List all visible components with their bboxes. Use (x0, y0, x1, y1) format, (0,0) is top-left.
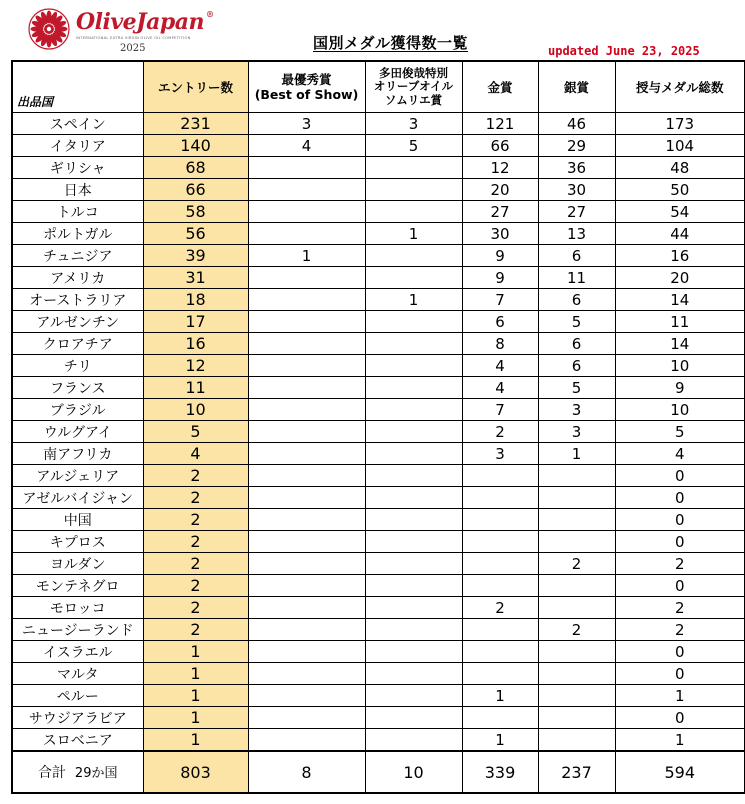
cell-entries: 39 (143, 245, 248, 267)
cell-gold: 27 (462, 201, 538, 223)
cell-silver: 2 (538, 553, 615, 575)
cell-total-medals: 48 (615, 157, 745, 179)
cell-best-of-show (248, 399, 365, 421)
cell-best-of-show (248, 597, 365, 619)
cell-tada-award (365, 685, 462, 707)
cell-country: 中国 (12, 509, 143, 531)
header-total-medals: 授与メダル総数 (615, 61, 745, 113)
cell-best-of-show: 1 (248, 245, 365, 267)
cell-entries: 2 (143, 619, 248, 641)
cell-country: スペイン (12, 113, 143, 135)
cell-tada-award (365, 355, 462, 377)
cell-entries: 1 (143, 707, 248, 729)
cell-entries: 231 (143, 113, 248, 135)
cell-total-medals: 10 (615, 355, 745, 377)
cell-entries: 2 (143, 465, 248, 487)
cell-entries: 2 (143, 509, 248, 531)
cell-total-medals: 14 (615, 289, 745, 311)
cell-silver: 6 (538, 355, 615, 377)
table-row (12, 729, 745, 752)
cell-entries: 68 (143, 157, 248, 179)
cell-country: 南アフリカ (12, 443, 143, 465)
cell-silver: 2 (538, 619, 615, 641)
table-row (12, 311, 745, 333)
cell-silver: 36 (538, 157, 615, 179)
totals-gold: 339 (462, 751, 538, 793)
cell-tada-award (365, 707, 462, 729)
header-silver: 銀賞 (538, 61, 615, 113)
cell-total-medals: 0 (615, 487, 745, 509)
cell-gold: 2 (462, 597, 538, 619)
table-row (12, 113, 745, 135)
cell-total-medals: 54 (615, 201, 745, 223)
cell-country: モロッコ (12, 597, 143, 619)
cell-country: チュニジア (12, 245, 143, 267)
table-row (12, 157, 745, 179)
cell-silver (538, 707, 615, 729)
cell-best-of-show (248, 531, 365, 553)
cell-gold: 9 (462, 267, 538, 289)
cell-country: クロアチア (12, 333, 143, 355)
cell-best-of-show: 4 (248, 135, 365, 157)
cell-entries: 2 (143, 531, 248, 553)
table-row (12, 443, 745, 465)
cell-entries: 5 (143, 421, 248, 443)
cell-total-medals: 1 (615, 729, 745, 752)
cell-country: キプロス (12, 531, 143, 553)
table-row (12, 685, 745, 707)
cell-country: ヨルダン (12, 553, 143, 575)
cell-tada-award (365, 597, 462, 619)
cell-country: ニュージーランド (12, 619, 143, 641)
cell-gold (462, 509, 538, 531)
olive-japan-logo (28, 8, 214, 54)
header-tada-award: 多田俊哉特別 オリーブオイル ソムリエ賞 (365, 61, 462, 113)
table-row (12, 597, 745, 619)
cell-silver: 46 (538, 113, 615, 135)
cell-total-medals: 16 (615, 245, 745, 267)
cell-total-medals: 14 (615, 333, 745, 355)
cell-entries: 2 (143, 487, 248, 509)
cell-tada-award (365, 509, 462, 531)
header-gold: 金賞 (462, 61, 538, 113)
cell-gold (462, 487, 538, 509)
cell-gold: 1 (462, 729, 538, 752)
cell-gold: 30 (462, 223, 538, 245)
cell-country: アゼルバイジャン (12, 487, 143, 509)
cell-entries: 140 (143, 135, 248, 157)
cell-gold (462, 663, 538, 685)
cell-best-of-show (248, 157, 365, 179)
cell-tada-award (365, 443, 462, 465)
cell-entries: 2 (143, 575, 248, 597)
medal-table (11, 60, 745, 794)
cell-country: 日本 (12, 179, 143, 201)
cell-gold: 8 (462, 333, 538, 355)
cell-gold (462, 531, 538, 553)
cell-total-medals: 0 (615, 575, 745, 597)
cell-total-medals: 20 (615, 267, 745, 289)
cell-best-of-show (248, 421, 365, 443)
cell-silver: 29 (538, 135, 615, 157)
cell-gold: 1 (462, 685, 538, 707)
cell-total-medals: 1 (615, 685, 745, 707)
cell-best-of-show (248, 355, 365, 377)
cell-silver (538, 663, 615, 685)
table-row (12, 553, 745, 575)
cell-tada-award (365, 641, 462, 663)
cell-entries: 2 (143, 597, 248, 619)
table-row (12, 245, 745, 267)
header-country: 出品国 (12, 61, 143, 113)
cell-tada-award (365, 663, 462, 685)
cell-silver (538, 575, 615, 597)
table-row (12, 399, 745, 421)
cell-silver (538, 487, 615, 509)
cell-silver: 6 (538, 289, 615, 311)
cell-country: マルタ (12, 663, 143, 685)
cell-total-medals: 0 (615, 707, 745, 729)
cell-entries: 1 (143, 685, 248, 707)
cell-total-medals: 11 (615, 311, 745, 333)
cell-entries: 1 (143, 729, 248, 752)
cell-gold (462, 465, 538, 487)
cell-best-of-show (248, 619, 365, 641)
cell-total-medals: 0 (615, 509, 745, 531)
table-row (12, 355, 745, 377)
cell-gold: 6 (462, 311, 538, 333)
cell-best-of-show (248, 443, 365, 465)
cell-entries: 1 (143, 641, 248, 663)
cell-entries: 17 (143, 311, 248, 333)
cell-total-medals: 10 (615, 399, 745, 421)
cell-entries: 16 (143, 333, 248, 355)
cell-silver: 13 (538, 223, 615, 245)
olive-japan-emblem-icon (28, 8, 70, 50)
table-row (12, 179, 745, 201)
table-row (12, 377, 745, 399)
totals-total-medals: 594 (615, 751, 745, 793)
cell-total-medals: 0 (615, 465, 745, 487)
cell-gold: 2 (462, 421, 538, 443)
cell-gold: 20 (462, 179, 538, 201)
table-row (12, 201, 745, 223)
table-row (12, 223, 745, 245)
cell-entries: 1 (143, 663, 248, 685)
cell-country: アルジェリア (12, 465, 143, 487)
totals-best-of-show: 8 (248, 751, 365, 793)
cell-gold (462, 707, 538, 729)
cell-country: アメリカ (12, 267, 143, 289)
cell-entries: 10 (143, 399, 248, 421)
cell-total-medals: 9 (615, 377, 745, 399)
cell-silver: 1 (538, 443, 615, 465)
cell-tada-award (365, 245, 462, 267)
cell-country: イタリア (12, 135, 143, 157)
cell-best-of-show (248, 663, 365, 685)
cell-tada-award (365, 487, 462, 509)
table-row (12, 267, 745, 289)
cell-country: サウジアラビア (12, 707, 143, 729)
cell-best-of-show (248, 333, 365, 355)
cell-best-of-show (248, 201, 365, 223)
cell-tada-award (365, 267, 462, 289)
cell-entries: 11 (143, 377, 248, 399)
cell-gold (462, 575, 538, 597)
table-row (12, 135, 745, 157)
cell-gold: 12 (462, 157, 538, 179)
cell-silver: 5 (538, 311, 615, 333)
cell-country: ウルグアイ (12, 421, 143, 443)
cell-tada-award (365, 465, 462, 487)
totals-silver: 237 (538, 751, 615, 793)
cell-silver (538, 509, 615, 531)
totals-tada-award: 10 (365, 751, 462, 793)
cell-best-of-show (248, 685, 365, 707)
cell-tada-award (365, 399, 462, 421)
cell-best-of-show (248, 707, 365, 729)
table-row (12, 641, 745, 663)
cell-tada-award (365, 531, 462, 553)
cell-silver: 27 (538, 201, 615, 223)
cell-country: モンテネグロ (12, 575, 143, 597)
cell-country: アルゼンチン (12, 311, 143, 333)
cell-entries: 2 (143, 553, 248, 575)
table-row (12, 421, 745, 443)
cell-best-of-show (248, 509, 365, 531)
cell-best-of-show (248, 311, 365, 333)
cell-total-medals: 104 (615, 135, 745, 157)
table-row (12, 707, 745, 729)
cell-tada-award (365, 377, 462, 399)
cell-total-medals: 0 (615, 531, 745, 553)
table-row (12, 333, 745, 355)
cell-silver (538, 641, 615, 663)
cell-silver: 30 (538, 179, 615, 201)
updated-date: updated June 23, 2025 (548, 44, 700, 58)
cell-total-medals: 173 (615, 113, 745, 135)
cell-silver: 6 (538, 245, 615, 267)
cell-best-of-show (248, 289, 365, 311)
cell-best-of-show: 3 (248, 113, 365, 135)
cell-best-of-show (248, 575, 365, 597)
cell-entries: 66 (143, 179, 248, 201)
cell-gold: 66 (462, 135, 538, 157)
table-row (12, 509, 745, 531)
cell-country: オーストラリア (12, 289, 143, 311)
totals-label: 合計 29か国 (12, 751, 143, 793)
cell-entries: 4 (143, 443, 248, 465)
cell-country: トルコ (12, 201, 143, 223)
cell-gold (462, 619, 538, 641)
cell-tada-award: 3 (365, 113, 462, 135)
table-row (12, 465, 745, 487)
logo-brand-text: OliveJapan ® (76, 9, 214, 35)
table-row (12, 531, 745, 553)
cell-tada-award (365, 333, 462, 355)
cell-total-medals: 2 (615, 597, 745, 619)
page-title: 国別メダル獲得数一覧 (313, 34, 469, 52)
cell-total-medals: 50 (615, 179, 745, 201)
header-entries: エントリー数 (143, 61, 248, 113)
cell-total-medals: 2 (615, 553, 745, 575)
cell-country: ブラジル (12, 399, 143, 421)
cell-tada-award (365, 575, 462, 597)
cell-best-of-show (248, 377, 365, 399)
cell-silver (538, 597, 615, 619)
cell-tada-award: 5 (365, 135, 462, 157)
cell-best-of-show (248, 553, 365, 575)
cell-silver: 3 (538, 421, 615, 443)
cell-country: ペルー (12, 685, 143, 707)
cell-best-of-show (248, 223, 365, 245)
cell-tada-award (365, 553, 462, 575)
cell-best-of-show (248, 487, 365, 509)
cell-tada-award (365, 619, 462, 641)
cell-total-medals: 4 (615, 443, 745, 465)
cell-tada-award (365, 201, 462, 223)
cell-silver: 5 (538, 377, 615, 399)
table-row (12, 289, 745, 311)
cell-gold: 3 (462, 443, 538, 465)
cell-tada-award: 1 (365, 289, 462, 311)
cell-gold: 7 (462, 399, 538, 421)
cell-silver: 3 (538, 399, 615, 421)
cell-best-of-show (248, 729, 365, 752)
cell-entries: 58 (143, 201, 248, 223)
cell-entries: 12 (143, 355, 248, 377)
cell-gold (462, 641, 538, 663)
cell-total-medals: 2 (615, 619, 745, 641)
cell-total-medals: 0 (615, 663, 745, 685)
cell-tada-award (365, 311, 462, 333)
cell-tada-award: 1 (365, 223, 462, 245)
cell-entries: 56 (143, 223, 248, 245)
table-header-row (12, 61, 745, 113)
cell-gold: 7 (462, 289, 538, 311)
cell-silver (538, 685, 615, 707)
cell-entries: 18 (143, 289, 248, 311)
table-row (12, 619, 745, 641)
cell-total-medals: 5 (615, 421, 745, 443)
cell-tada-award (365, 729, 462, 752)
cell-total-medals: 44 (615, 223, 745, 245)
cell-best-of-show (248, 465, 365, 487)
cell-silver (538, 465, 615, 487)
cell-total-medals: 0 (615, 641, 745, 663)
header-best-of-show: 最優秀賞 (Best of Show) (248, 61, 365, 113)
cell-country: イスラエル (12, 641, 143, 663)
cell-entries: 31 (143, 267, 248, 289)
cell-silver: 11 (538, 267, 615, 289)
cell-gold: 4 (462, 377, 538, 399)
cell-gold (462, 553, 538, 575)
cell-tada-award (365, 157, 462, 179)
cell-best-of-show (248, 267, 365, 289)
table-row (12, 575, 745, 597)
cell-silver: 6 (538, 333, 615, 355)
cell-best-of-show (248, 179, 365, 201)
cell-tada-award (365, 179, 462, 201)
cell-gold: 121 (462, 113, 538, 135)
cell-silver (538, 531, 615, 553)
cell-country: ポルトガル (12, 223, 143, 245)
cell-gold: 9 (462, 245, 538, 267)
cell-tada-award (365, 421, 462, 443)
table-row (12, 487, 745, 509)
cell-country: フランス (12, 377, 143, 399)
logo-subtitle: INTERNATIONAL EXTRA VIRGIN OLIVE OIL COMPETITION (76, 36, 191, 40)
cell-silver (538, 729, 615, 752)
totals-entries: 803 (143, 751, 248, 793)
cell-country: チリ (12, 355, 143, 377)
table-row (12, 663, 745, 685)
cell-country: ギリシャ (12, 157, 143, 179)
cell-gold: 4 (462, 355, 538, 377)
logo-year: 2025 (120, 43, 146, 54)
totals-row (12, 751, 745, 793)
cell-country: スロベニア (12, 729, 143, 752)
cell-best-of-show (248, 641, 365, 663)
